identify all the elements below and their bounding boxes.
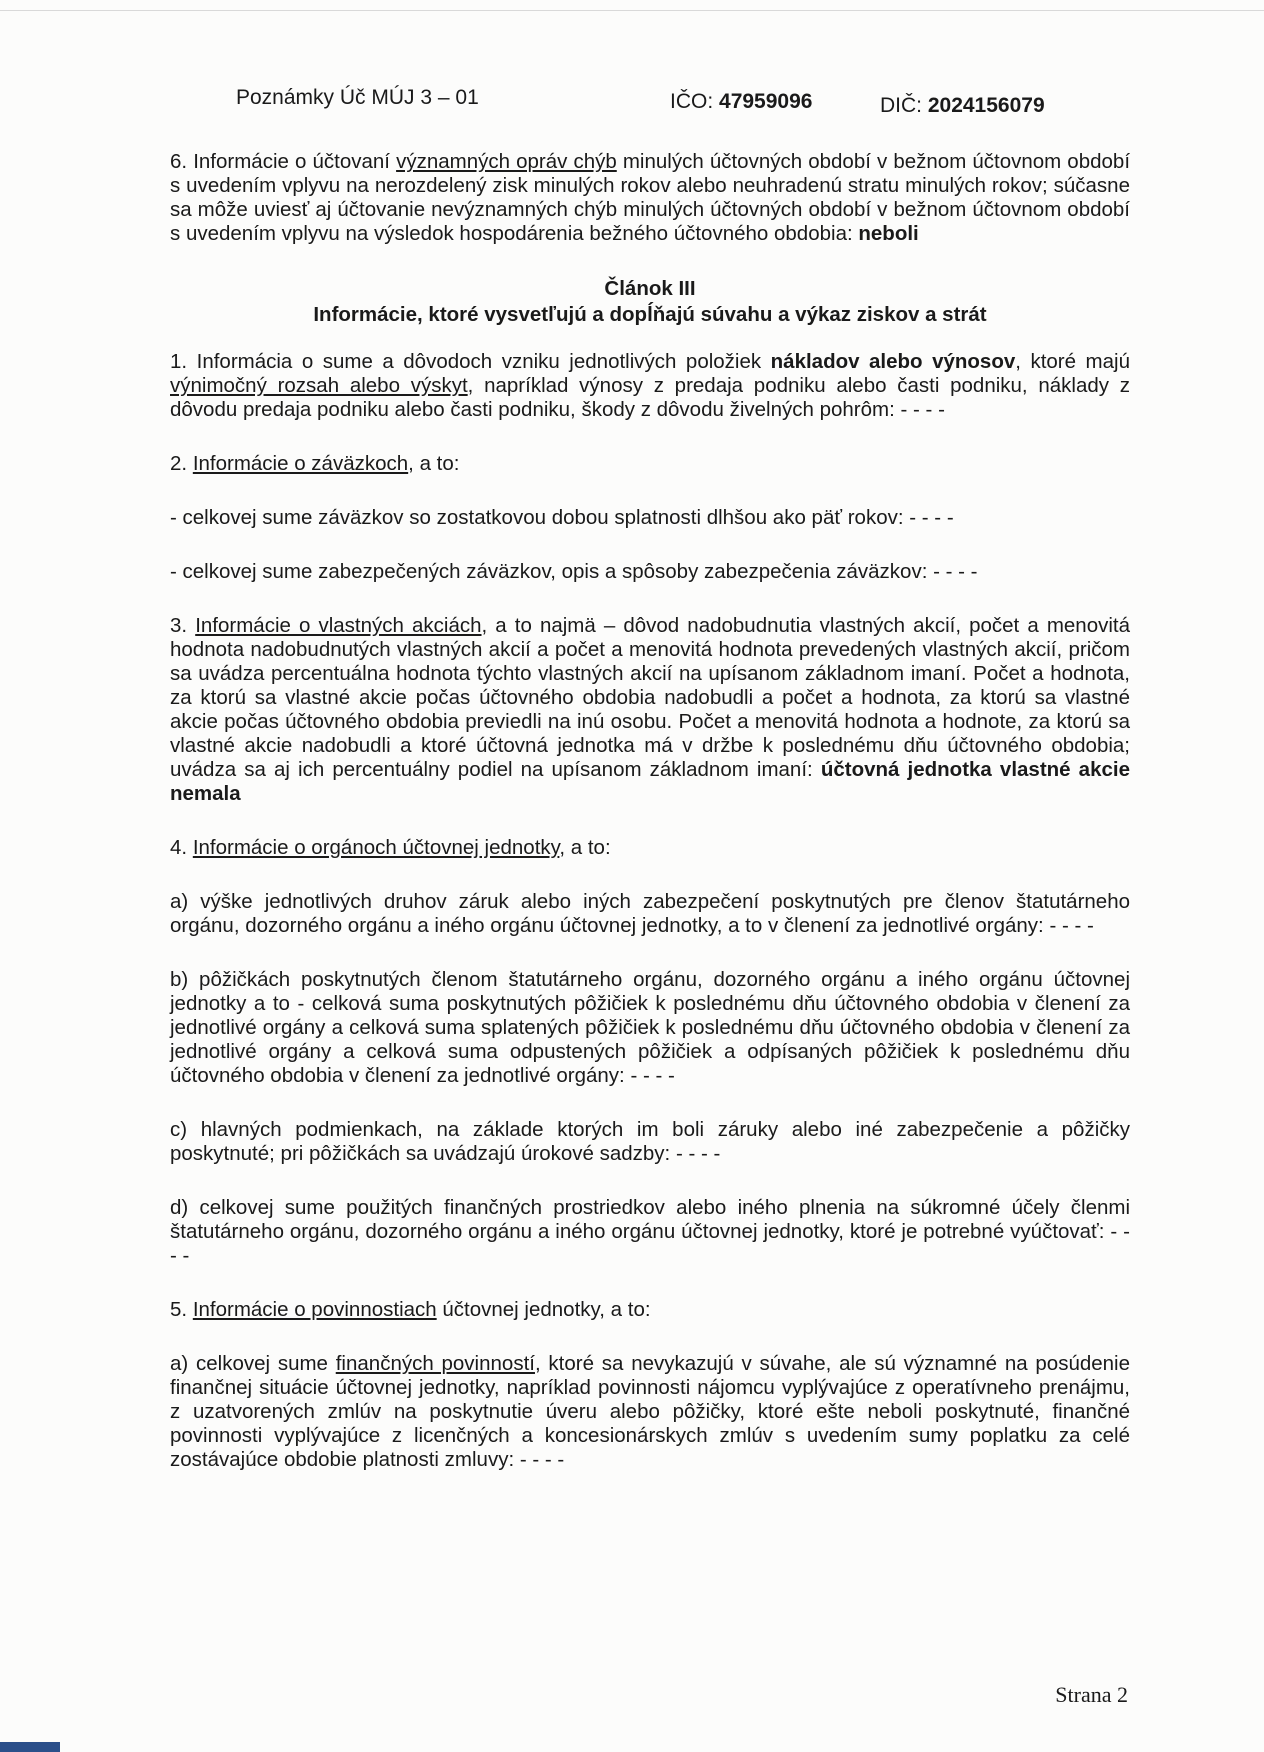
header-document-code: Poznámky Úč MÚJ 3 – 01 bbox=[236, 86, 479, 109]
item-4-text: , a to: bbox=[559, 836, 611, 859]
item-1-bold-term: nákladov alebo výnosov bbox=[770, 350, 1016, 373]
item-4-b-answer: - - - - bbox=[630, 1064, 675, 1087]
item-2-underlined-term: Informácie o záväzkoch bbox=[192, 452, 409, 475]
item-4-d-text: d) celkovej sume použitých finančných prostriedkov alebo iného plnenia na súkromné účely členmi štatutárneho orgánu, dozorného orgánu a iného orgánu účtovnej jednotky, ktoré je potrebné vyúčtovať: bbox=[170, 1196, 1130, 1243]
item-2-number: 2. bbox=[170, 452, 188, 475]
item-2 bbox=[170, 452, 1130, 476]
item-5-a-answer: - - - - bbox=[519, 1448, 565, 1471]
item-2-sub-1-text: - celkovej sume záväzkov so zostatkovou dobou splatnosti dlhšou ako päť rokov: bbox=[170, 506, 904, 529]
article-subtitle: Informácie, ktoré vysvetľujú a dopĺňajú súvahu a výkaz ziskov a strát bbox=[313, 303, 987, 326]
item-5-underlined-term: Informácie o povinnostiach bbox=[192, 1298, 437, 1321]
header-ico bbox=[670, 90, 812, 114]
section-6-intro: Informácie o účtovaní bbox=[193, 150, 390, 173]
item-4-number: 4. bbox=[170, 836, 188, 859]
item-1-intro: Informácia o sume a dôvodoch vzniku jednotlivých položiek bbox=[196, 350, 762, 373]
item-3-paragraph bbox=[170, 614, 1130, 806]
header-dic-value: 2024156079 bbox=[927, 94, 1045, 117]
item-4-a bbox=[170, 890, 1130, 938]
item-5 bbox=[170, 1298, 1130, 1322]
item-3-text: , a to najmä – dôvod nadobudnutia vlastných akcií, počet a menovitá hodnota nadobudnutých vlastných akcií a počet a menovitá hodnota prevedených vlastných akcií, pričom sa uvádza percentuálna hodnota týchto vlastných akcií na upísanom základnom imaní. Počet a hodnota, za ktorú sa vlastné akcie počas účtovného obdobia nadobudli a počet a hodnota, za ktorú sa vlastné akcie počas účtovného obdobia previedli na inú osobu. Počet a menovitá hodnota a hodnote, za ktorú sa vlastné akcie nadobudli a ktoré účtovná jednotka má v držbe k poslednému dňu účtovného obdobia; uvádza sa aj ich percentuálny podiel na upísanom základnom imaní: bbox=[170, 614, 1130, 781]
item-1 bbox=[170, 350, 1130, 422]
item-2-sub-2-text: - celkovej sume zabezpečených záväzkov, opis a spôsoby zabezpečenia záväzkov: bbox=[170, 560, 928, 583]
item-4-c-answer: - - - - bbox=[675, 1142, 721, 1165]
item-4-a-answer: - - - - bbox=[1049, 914, 1094, 937]
item-5-number: 5. bbox=[170, 1298, 188, 1321]
scan-edge-bottom bbox=[0, 1742, 60, 1752]
item-1-paragraph bbox=[170, 350, 1130, 422]
item-5-a-text: , ktoré sa nevykazujú v súvahe, ale sú významné na posúdenie finančnej situácie účtovnej jednotky, napríklad povinnosti nájomcu vyplývajúce z operatívneho prenájmu, z uzatvorených zmlúv na poskytnutie úveru alebo pôžičky, ktoré ešte neboli poskytnuté, finančné povinnosti vyplývajúce z licenčných a koncesionárskych zmlúv s uvedením sumy poplatku za celé zostávajúce obdobie platnosti zmluvy: bbox=[170, 1352, 1131, 1471]
section-6 bbox=[170, 150, 1130, 246]
item-2-heading bbox=[170, 452, 1130, 476]
item-3-number: 3. bbox=[170, 614, 188, 637]
header-ico-value: 47959096 bbox=[719, 90, 813, 113]
header-dic bbox=[880, 94, 1045, 118]
item-1-number: 1. bbox=[170, 350, 188, 373]
item-5-text: účtovnej jednotky, a to: bbox=[442, 1298, 651, 1321]
item-1-underlined-term: výnimočný rozsah alebo výskyt bbox=[170, 374, 468, 397]
item-5-a-underlined-term: finančných povinností bbox=[335, 1352, 535, 1375]
item-5-a bbox=[170, 1352, 1130, 1472]
item-2-sub-1-answer: - - - - bbox=[909, 506, 954, 529]
item-3-underlined-term: Informácie o vlastných akciách bbox=[195, 614, 482, 637]
page-header bbox=[236, 86, 1114, 116]
item-1-answer: - - - - bbox=[900, 398, 945, 421]
header-ico-label: IČO: bbox=[670, 90, 714, 113]
item-4-b bbox=[170, 968, 1130, 1088]
item-3 bbox=[170, 614, 1130, 806]
header-dic-label: DIČ: bbox=[880, 94, 922, 117]
section-6-text: minulých účtovných období v bežnom účtovnom období s uvedením vplyvu na nerozdelený zisk minulých rokov alebo neuhradenú stratu minulých rokov; súčasne sa môže uviesť aj účtovanie nevýznamných chýb minulých účtovných období v bežnom účtovnom období s uvedením vplyvu na výsledok hospodárenia bežného účtovného obdobia: bbox=[170, 150, 1131, 245]
article-heading bbox=[170, 276, 1130, 328]
document-body bbox=[170, 150, 1130, 1494]
item-5-heading bbox=[170, 1298, 1130, 1322]
section-6-underlined-term: významných opráv chýb bbox=[396, 150, 617, 173]
item-4-heading bbox=[170, 836, 1130, 860]
section-6-answer: neboli bbox=[858, 222, 919, 245]
article-title: Článok III bbox=[604, 277, 696, 300]
item-4-underlined-term: Informácie o orgánoch účtovnej jednotky bbox=[192, 836, 560, 859]
item-4 bbox=[170, 836, 1130, 860]
item-1-mid: , ktoré majú bbox=[1015, 350, 1130, 373]
item-4-a-text: a) výške jednotlivých druhov záruk alebo iných zabezpečení poskytnutých pre členov štatutárneho orgánu, dozorného orgánu a iného orgánu účtovnej jednotky, a to v členení za jednotlivé orgány: bbox=[170, 890, 1130, 937]
page-number: Strana 2 bbox=[1055, 1682, 1128, 1707]
section-6-number: 6. bbox=[170, 150, 188, 173]
item-2-sub-2-answer: - - - - bbox=[933, 560, 978, 583]
section-6-paragraph bbox=[170, 150, 1130, 246]
scan-edge-top bbox=[0, 10, 1264, 11]
item-5-a-intro: a) celkovej sume bbox=[170, 1352, 328, 1375]
item-2-sub-2 bbox=[170, 560, 1130, 584]
item-4-d-answer: - - - - bbox=[170, 1220, 1130, 1267]
item-4-c bbox=[170, 1118, 1130, 1166]
item-3-answer: účtovná jednotka vlastné akcie nemala bbox=[170, 758, 1130, 805]
item-1-text: , napríklad výnosy z predaja podniku alebo časti podniku, náklady z dôvodu predaja podniku alebo časti podniku, škody z dôvodu živelných pohrôm: bbox=[170, 374, 1130, 421]
item-4-d bbox=[170, 1196, 1130, 1268]
item-4-c-text: c) hlavných podmienkach, na základe ktorých im boli záruky alebo iné zabezpečenie a pôžičky poskytnuté; pri pôžičkách sa uvádzajú úrokové sadzby: bbox=[170, 1118, 1130, 1165]
item-2-sub-1 bbox=[170, 506, 1130, 530]
item-2-text: , a to: bbox=[408, 452, 460, 475]
item-4-b-text: b) pôžičkách poskytnutých členom štatutárneho orgánu, dozorného orgánu a iného orgánu účtovnej jednotky a to - celková suma poskytnutých pôžičiek k poslednému dňu účtovného obdobia v členení za jednotlivé orgány a celková suma splatených pôžičiek k poslednému dňu účtovného obdobia v členení za jednotlivé orgány a celková suma odpustených pôžičiek a odpísaných pôžičiek k poslednému dňu účtovného obdobia v členení za jednotlivé orgány: bbox=[170, 968, 1130, 1087]
